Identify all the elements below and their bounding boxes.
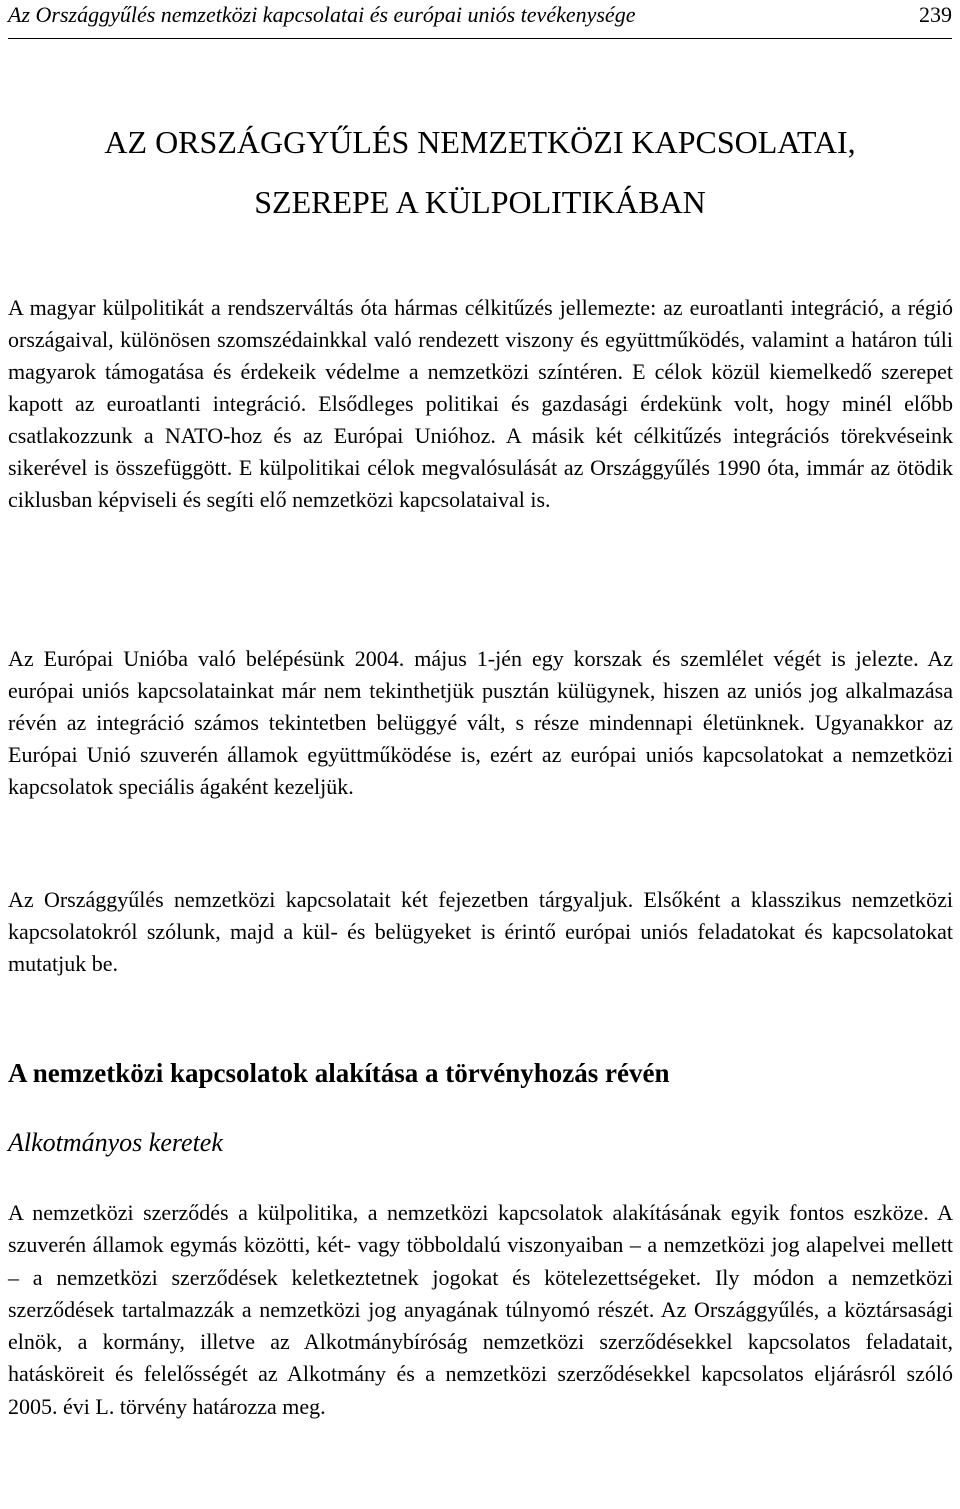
chapter-title [0, 112, 960, 232]
intro-paragraph-3 [8, 884, 953, 980]
chapter-title-line-2: SZEREPE A KÜLPOLITIKÁBAN [254, 184, 706, 220]
section-heading: A nemzetközi kapcsolatok alakítása a törvényhozás révén [8, 1058, 670, 1088]
chapter-title-line-1: AZ ORSZÁGGYŰLÉS NEMZETKÖZI KAPCSOLATAI, [104, 124, 856, 160]
paragraph-text: Az Európai Unióba való belépésünk 2004. május 1-jén egy korszak és szemlélet végét is jelezte. Az európai uniós kapcsolatainkat már nem tekinthetjük pusztán külügynek, hiszen az uniós jog alkalmazása révén az integráció számos tekintetben belüggyé vált, s része mindennapi életünknek. Ugyanakkor az Európai Unió szuverén államok együttműködése is, ezért az európai uniós kapcsolatokat a nemzetközi kapcsolatok speciális ágaként kezeljük. [8, 646, 953, 799]
paragraph-text: A nemzetközi szerződés a külpolitika, a nemzetközi kapcsolatok alakításának egyik fontos eszköze. A szuverén államok egymás közötti, két- vagy többoldalú viszonyaiban – a nemzetközi jog alapelvei mellett – a nemzetközi szerződések keletkeztetnek jogokat és kötelezettségeket. Ily módon a nemzetközi szerződések tartalmazzák a nemzetközi jog anyagának túlnyomó részét. Az Országgyűlés, a köztársasági elnök, a kormány, illetve az Alkotmánybíróság nemzetközi szerződésekkel kapcsolatos feladatait, hatásköreit és felelősségét az Alkotmány és a nemzetközi szerződésekkel kapcsolatos eljárásról szóló 2005. évi L. törvény határozza meg. [8, 1200, 953, 1419]
paragraph-text: Az Országgyűlés nemzetközi kapcsolatait két fejezetben tárgyaljuk. Elsőként a klasszikus nemzetközi kapcsolatokról szólunk, majd a kül- és belügyeket is érintő európai uniós feladatokat és kapcsolatokat mutatjuk be. [8, 887, 953, 976]
section-paragraph [8, 1197, 953, 1423]
running-header [8, 0, 952, 39]
running-title: Az Országgyűlés nemzetközi kapcsolatai és európai uniós tevékenysége [8, 2, 636, 27]
intro-paragraph-1 [8, 292, 953, 516]
intro-paragraph-2 [8, 643, 953, 803]
paragraph-text: A magyar külpolitikát a rendszerváltás óta hármas célkitűzés jellemezte: az euroatlanti integráció, a régió országaival, különösen szomszédainkkal való rendezett viszony és együttműködés, valamint a határon túli magyarok támogatása és érdekeik védelme a nemzetközi színtéren. E célok közül kiemelkedő szerepet kapott az euroatlanti integráció. Elsődleges politikai és gazdasági érdekünk volt, hogy minél előbb csatlakozzunk a NATO-hoz és az Európai Unióhoz. A másik két célkitűzés integrációs törekvéseink sikerével is összefüggött. E külpolitikai célok megvalósulását az Országgyűlés 1990 óta, immár az ötödik ciklusban képviseli és segíti elő nemzetközi kapcsolataival is. [8, 295, 953, 512]
page-number: 239 [919, 2, 952, 27]
subsection-heading: Alkotmányos keretek [8, 1128, 223, 1157]
